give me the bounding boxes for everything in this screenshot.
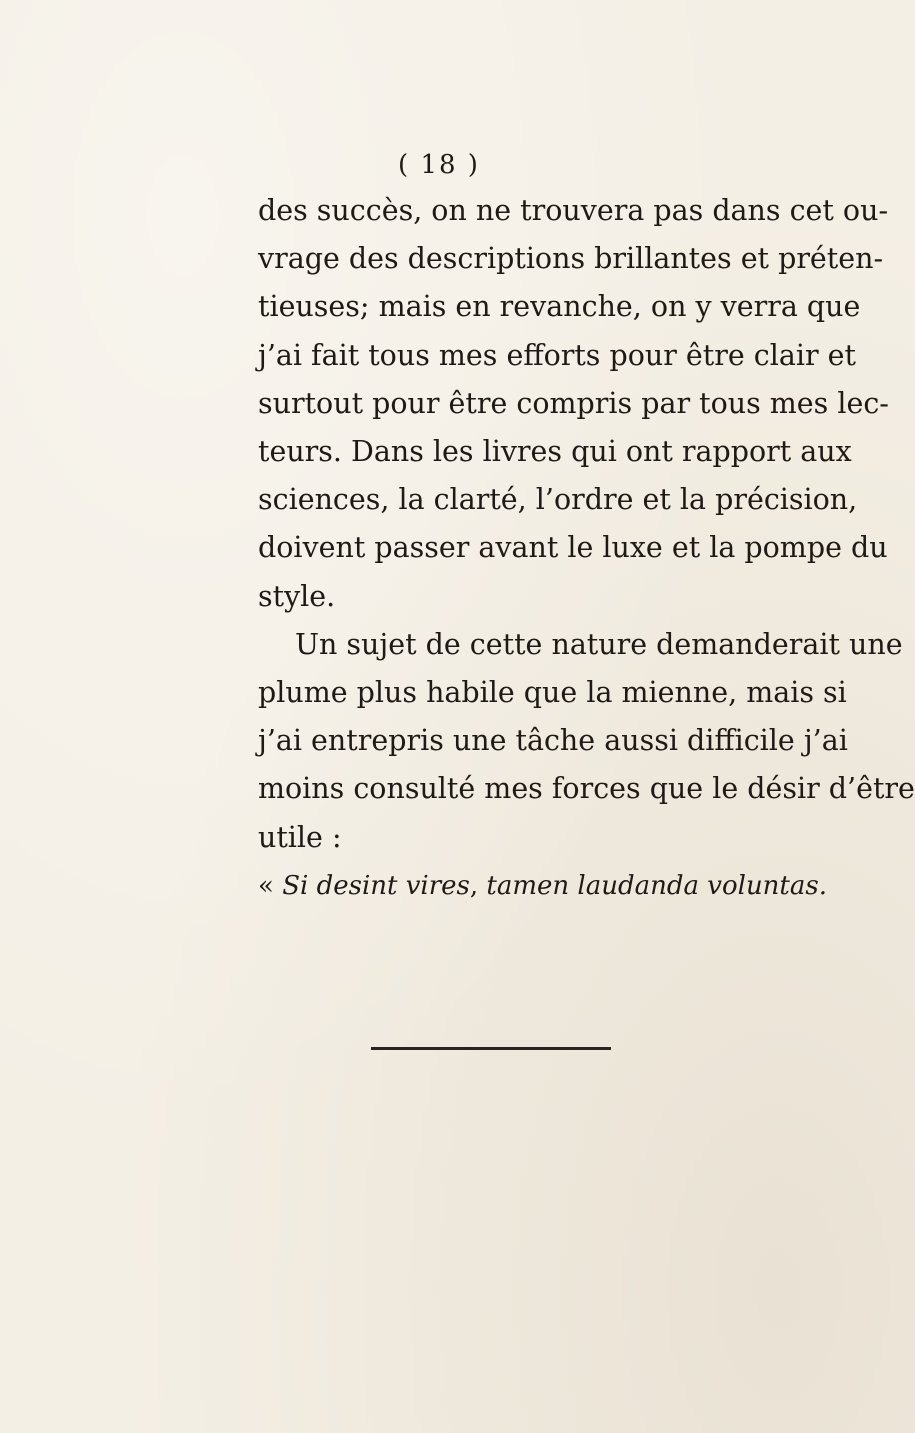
quote-open-mark: « [258, 870, 274, 901]
text-line: style. [258, 579, 336, 613]
page-number: ( 18 ) [398, 150, 480, 180]
text-line: des succès, on ne trouvera pas dans cet ou- [258, 194, 889, 227]
text-line: plume plus habile que la mienne, mais si [258, 676, 847, 709]
latin-quote [258, 866, 827, 906]
text-line: doivent passer avant le luxe et la pompe du [258, 531, 888, 565]
text-line: Un sujet de cette nature demanderait une [295, 627, 903, 661]
text-line: j’ai fait tous mes efforts pour être clair et [258, 338, 856, 372]
text-line: moins consulté mes forces que le désir d’être [258, 772, 915, 806]
text-line: j’ai entrepris une tâche aussi difficile j’ai [258, 724, 848, 758]
text-line: teurs. Dans les livres qui ont rapport aux [258, 435, 852, 468]
text-line: tieuses; mais en revanche, on y verra que [258, 290, 861, 324]
text-line: surtout pour être compris par tous mes lec- [258, 386, 889, 420]
quote-part-1: Si desint vires [282, 870, 470, 901]
quote-part-2: tamen laudanda voluntas. [486, 870, 827, 901]
text-line: sciences, la clarté, l’ordre et la précision, [258, 483, 858, 517]
text-line: utile : [258, 820, 342, 854]
text-line: vrage des descriptions brillantes et préten- [258, 242, 884, 276]
section-rule [371, 1047, 611, 1050]
quote-separator: , [469, 870, 479, 901]
